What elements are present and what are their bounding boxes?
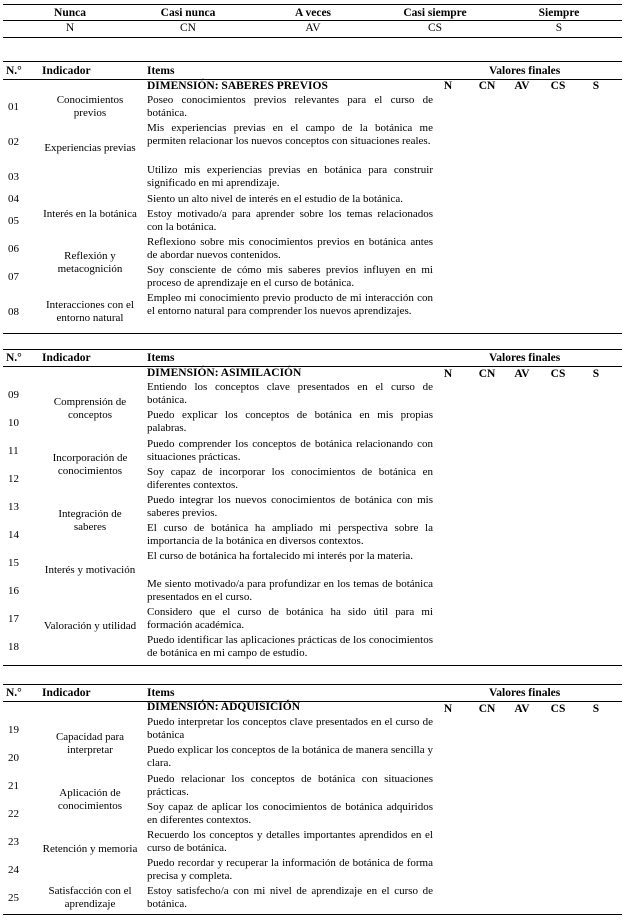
item-number: 10	[8, 417, 19, 429]
col-header-final: Valores finales	[489, 687, 561, 699]
item-text: Me siento motivado/a para profundizar en los temas de botánica presentados en el curso.	[147, 578, 433, 603]
indicator-label: Interés y motivación	[44, 564, 136, 576]
item-number: 18	[8, 641, 19, 653]
col-header-final: Valores finales	[489, 65, 561, 77]
scale-code-cs: CS	[427, 22, 443, 34]
dimension-title: DIMENSIÓN: SABERES PREVIOS	[147, 80, 328, 92]
item-number: 02	[8, 136, 19, 148]
value-code-cs: CS	[550, 368, 566, 380]
indicator-label: Comprensión de conceptos	[53, 396, 127, 421]
item-number: 09	[8, 389, 19, 401]
item-text: Soy consciente de cómo mis saberes previos influyen en mi proceso de aprendizaje en el curso de botánica.	[147, 264, 433, 289]
item-text: El curso de botánica ha ampliado mi perspectiva sobre la importancia de la botánica en diversos contextos.	[147, 522, 433, 547]
scale-code-s: S	[555, 22, 563, 34]
indicator-label: Valoración y utilidad	[43, 620, 137, 632]
scale-label-cn: Casi nunca	[160, 7, 216, 19]
item-number: 23	[8, 836, 19, 848]
item-text: Reflexiono sobre mis conocimientos previos en botánica antes de abordar nuevos contenidos.	[147, 236, 433, 261]
indicator-label: Aplicación de conocimientos	[57, 787, 123, 812]
item-number: 01	[8, 101, 19, 113]
dimension-title: DIMENSIÓN: ASIMILACIÓN	[147, 367, 302, 379]
item-text: Utilizo mis experiencias previas en botánica para construir significado en mi aprendizaje.	[147, 164, 433, 189]
item-text: Considero que el curso de botánica ha sido útil para mi formación académica.	[147, 606, 433, 631]
item-number: 24	[8, 864, 19, 876]
indicator-label: Conocimientos previos	[56, 94, 124, 119]
scale-code-cn: CN	[180, 22, 196, 34]
item-text: Empleo mi conocimiento previo producto de mi interacción con el entorno natural para comprender los nuevos aprendizajes.	[147, 292, 433, 317]
item-number: 07	[8, 271, 19, 283]
item-text: Puedo explicar los conceptos de botánica en mis propias palabras.	[147, 409, 433, 434]
indicator-label: Retención y memoria	[42, 843, 138, 855]
item-number: 20	[8, 752, 19, 764]
item-number: 05	[8, 215, 19, 227]
item-number: 17	[8, 613, 19, 625]
value-code-s: S	[592, 80, 600, 92]
value-code-cn: CN	[478, 703, 496, 715]
item-text: Siento un alto nivel de interés en el estudio de la botánica.	[147, 193, 403, 205]
col-header-items: Items	[147, 352, 175, 364]
indicator-label: Interés en la botánica	[43, 208, 137, 220]
item-text: Recuerdo los conceptos y detalles importantes aprendidos en el curso de botánica.	[147, 829, 433, 854]
item-number: 21	[8, 780, 19, 792]
value-code-cs: CS	[550, 80, 566, 92]
value-code-n: N	[443, 80, 453, 92]
item-text: Puedo identificar las aplicaciones prácticas de los conocimientos de botánica en mi campo de estudio.	[147, 634, 433, 659]
item-text: Puedo recordar y recuperar la información de botánica de forma precisa y completa.	[147, 857, 433, 882]
value-code-av: AV	[514, 368, 530, 380]
col-header-items: Items	[147, 65, 175, 77]
col-header-items: Items	[147, 687, 175, 699]
item-text: Mis experiencias previas en el campo de la botánica me permiten relacionar los nuevos conceptos con situaciones reales.	[147, 122, 433, 147]
scale-label-n: Nunca	[54, 7, 86, 19]
indicator-label: Incorporación de conocimientos	[52, 452, 128, 477]
scale-label-s: Siempre	[538, 7, 580, 19]
col-header-indicator: Indicador	[42, 352, 91, 364]
item-number: 11	[8, 445, 19, 457]
value-code-s: S	[592, 368, 600, 380]
col-header-indicator: Indicador	[42, 65, 91, 77]
dimension-title: DIMENSIÓN: ADQUISICIÓN	[147, 701, 301, 713]
item-number: 16	[8, 585, 19, 597]
value-code-n: N	[443, 368, 453, 380]
indicator-label: Capacidad para interpretar	[55, 731, 125, 756]
indicator-label: Reflexión y metacognición	[57, 250, 123, 275]
item-text: Poseo conocimientos previos relevantes para el curso de botánica.	[147, 94, 433, 119]
item-number: 19	[8, 724, 19, 736]
col-header-num: N.°	[6, 352, 22, 364]
indicator-label: Experiencias previas	[44, 142, 136, 154]
item-text: Puedo interpretar los conceptos clave presentados en el curso de botánica	[147, 716, 433, 741]
scale-code-av: AV	[305, 22, 321, 34]
indicator-label: Satisfacción con el aprendizaje	[48, 885, 132, 910]
item-text: Estoy satisfecho/a con mi nivel de aprendizaje en el curso de botánica.	[147, 885, 433, 910]
item-text: El curso de botánica ha fortalecido mi interés por la materia.	[147, 550, 414, 562]
col-header-num: N.°	[6, 65, 22, 77]
item-text: Puedo comprender los conceptos de botánica relacionando con situaciones prácticas.	[147, 438, 433, 463]
scale-label-av: A veces	[294, 7, 332, 19]
item-text: Puedo relacionar los conceptos de botánica con situaciones prácticas.	[147, 773, 433, 798]
item-text: Puedo integrar los nuevos conocimientos de botánica con mis saberes previos.	[147, 494, 433, 519]
value-code-cn: CN	[478, 80, 496, 92]
value-code-av: AV	[514, 703, 530, 715]
item-number: 14	[8, 529, 19, 541]
item-number: 22	[8, 808, 19, 820]
value-code-cn: CN	[478, 368, 496, 380]
value-code-s: S	[592, 703, 600, 715]
col-header-indicator: Indicador	[42, 687, 91, 699]
item-text: Puedo explicar los conceptos de la botánica de manera sencilla y clara.	[147, 744, 433, 769]
item-text: Entiendo los conceptos clave presentados en el curso de botánica.	[147, 381, 433, 406]
scale-label-cs: Casi siempre	[403, 7, 467, 19]
item-number: 12	[8, 473, 19, 485]
item-text: Estoy motivado/a para aprender sobre los temas relacionados con la botánica.	[147, 208, 433, 233]
col-header-final: Valores finales	[489, 352, 561, 364]
item-number: 13	[8, 501, 19, 513]
col-header-num: N.°	[6, 687, 22, 699]
item-number: 04	[8, 193, 19, 205]
item-text: Soy capaz de aplicar los conocimientos de botánica adquiridos en diferentes contextos.	[147, 801, 433, 826]
indicator-label: Integración de saberes	[58, 508, 122, 533]
item-number: 15	[8, 557, 19, 569]
item-number: 25	[8, 892, 19, 904]
item-text: Soy capaz de incorporar los conocimientos de botánica en diferentes contextos.	[147, 466, 433, 491]
item-number: 08	[8, 306, 19, 318]
scale-code-n: N	[65, 22, 75, 34]
value-code-cs: CS	[550, 703, 566, 715]
item-number: 06	[8, 243, 19, 255]
indicator-label: Interacciones con el entorno natural	[46, 299, 134, 324]
value-code-n: N	[443, 703, 453, 715]
value-code-av: AV	[514, 80, 530, 92]
item-number: 03	[8, 171, 19, 183]
